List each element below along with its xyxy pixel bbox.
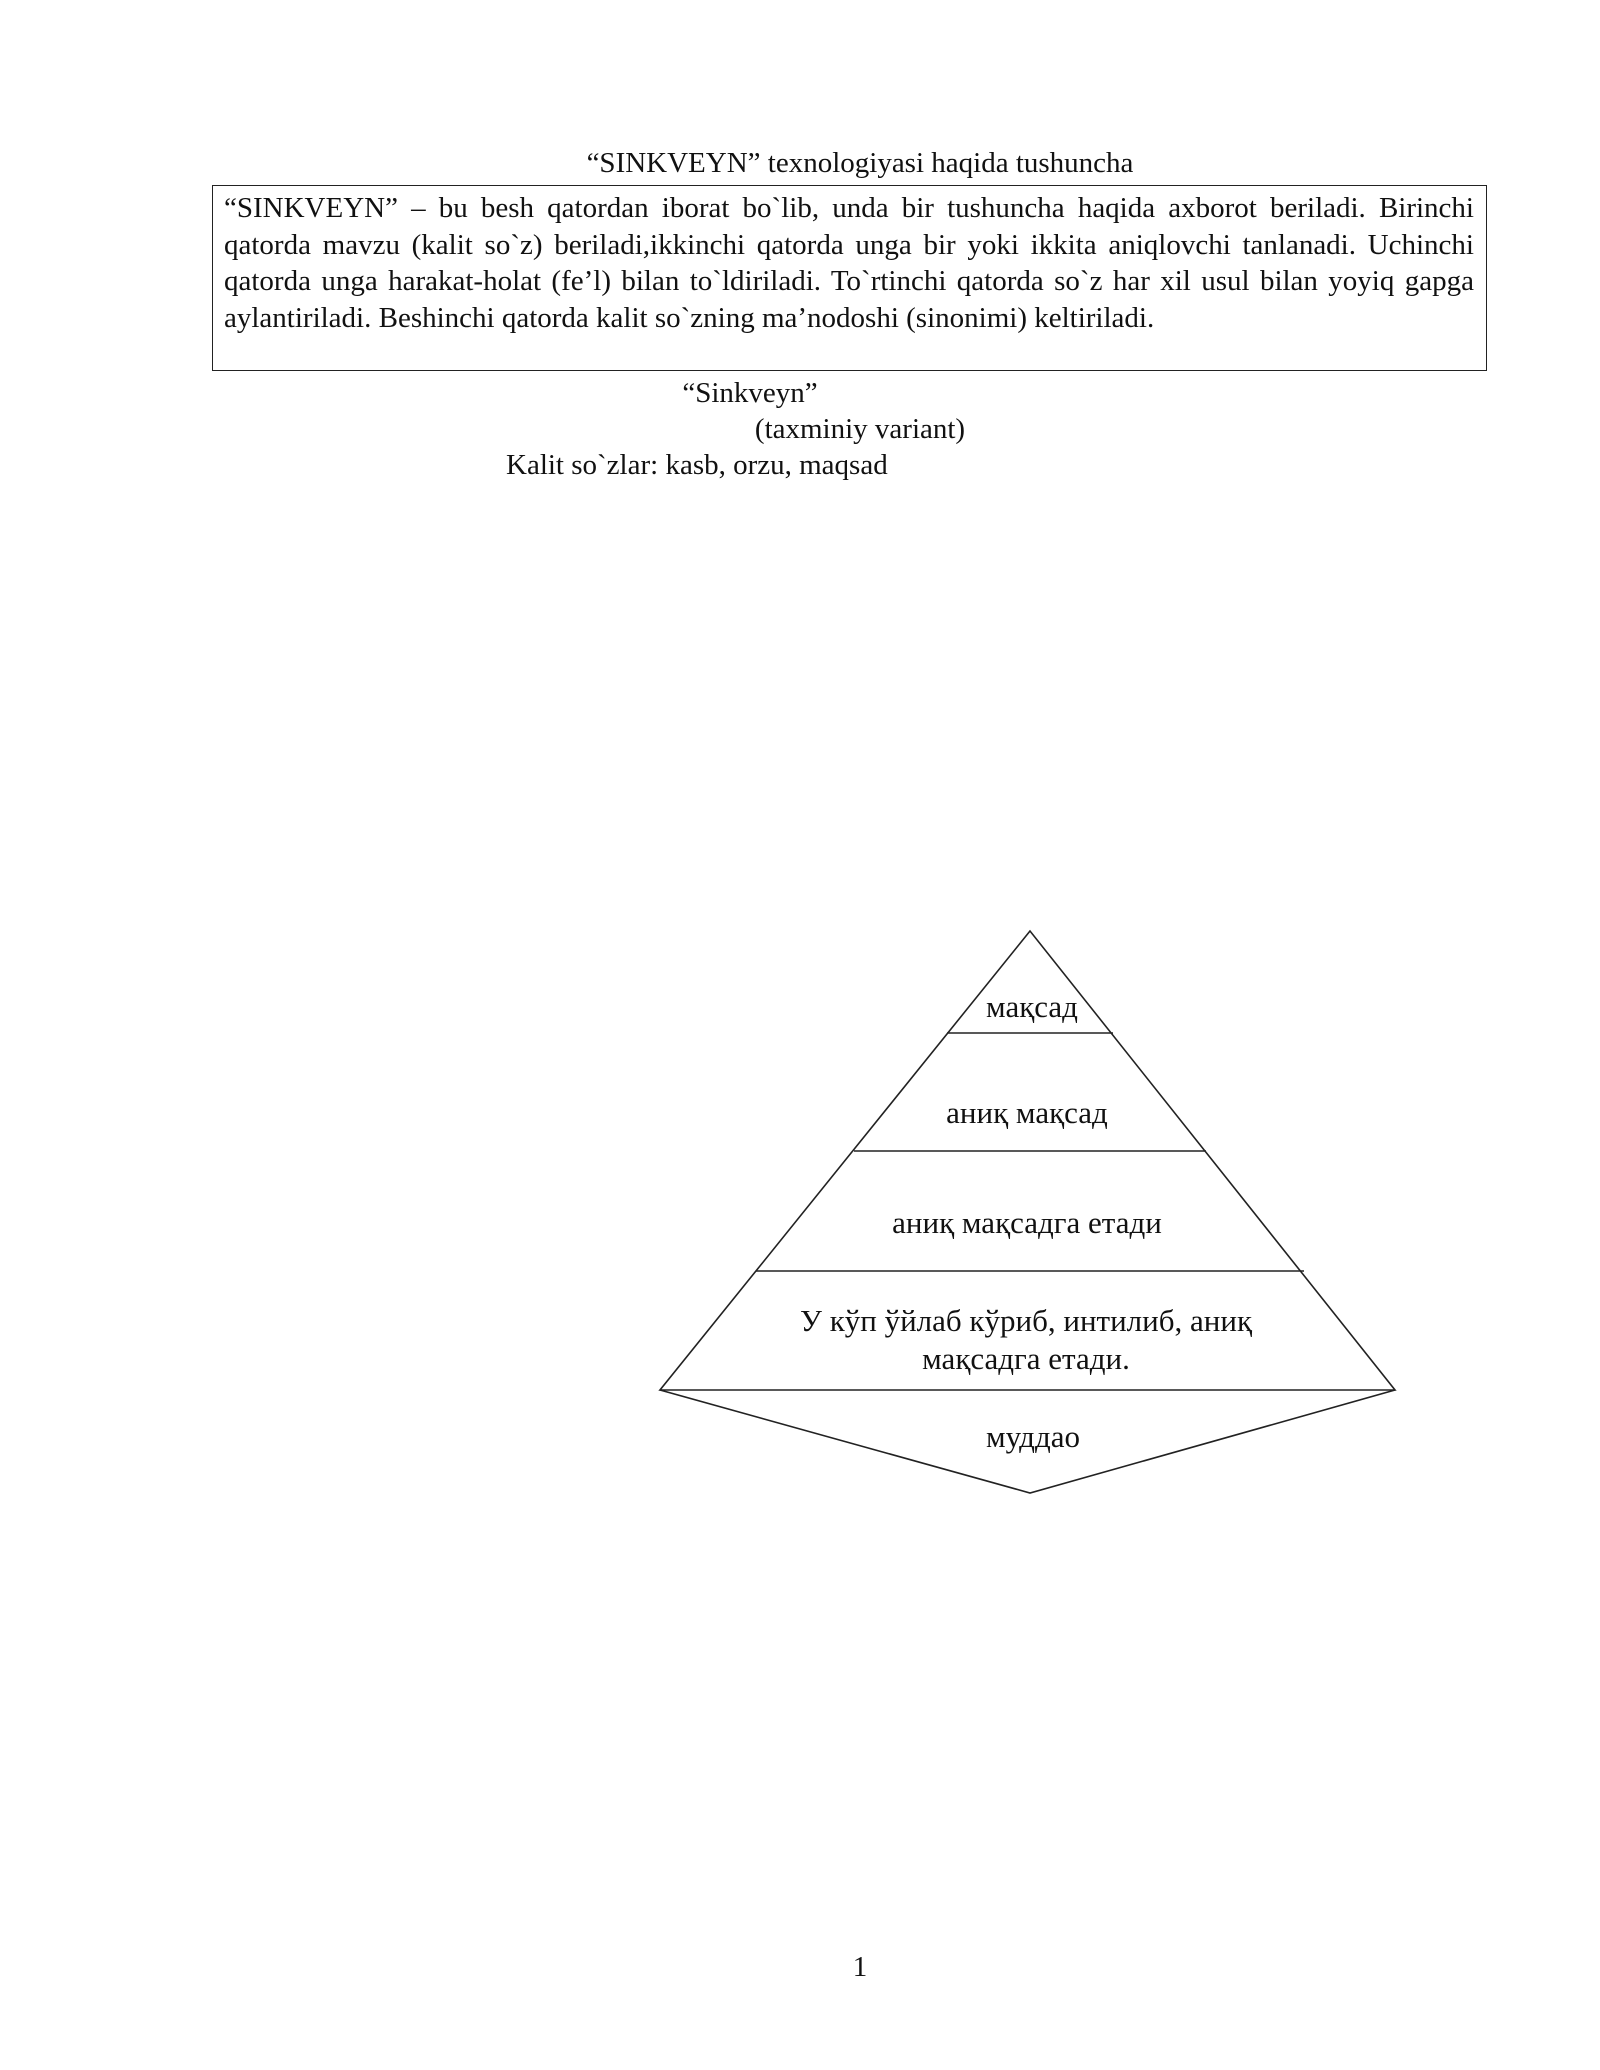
pyramid-level-2-label: аниқ мақсад bbox=[946, 1095, 1108, 1130]
page-title: “SINKVEYN” texnologiyasi haqida tushuncha bbox=[586, 147, 1134, 179]
keywords-line: Kalit so`zlar: kasb, orzu, maqsad bbox=[506, 449, 888, 481]
pyramid-level-4-label-line1: У кўп ўйлаб кўриб, интилиб, аниқ bbox=[799, 1303, 1253, 1338]
pyramid-level-5-label: муддао bbox=[986, 1419, 1080, 1454]
sinkveyn-subtitle: “Sinkveyn” bbox=[682, 377, 818, 409]
variant-note: (taxminiy variant) bbox=[754, 413, 966, 445]
pyramid-level-3-label: аниқ мақсадга етади bbox=[892, 1205, 1162, 1240]
pyramid-level-1-label: мақсад bbox=[986, 989, 1078, 1024]
definition-box: “SINKVEYN” – bu besh qatordan iborat bo`lib, unda bir tushuncha haqida axborot beriladi. Birinchi qatorda mavzu (kalit so`z) beriladi,ikkinchi qatorda unga bir yoki ikkita aniqlovchi tanlanadi. Uchinchi qatorda unga harakat-holat (fe’l) bilan to`ldiriladi. To`rtinchi qatorda so`z har xil usul bilan yoyiq gapga aylantiriladi. Beshinchi qatorda kalit so`zning ma’nodoshi (sinonimi) keltiriladi. bbox=[212, 185, 1487, 371]
pyramid-level-4-label-line2: мақсадга етади. bbox=[922, 1341, 1130, 1376]
page-number: 1 bbox=[852, 1951, 868, 1983]
